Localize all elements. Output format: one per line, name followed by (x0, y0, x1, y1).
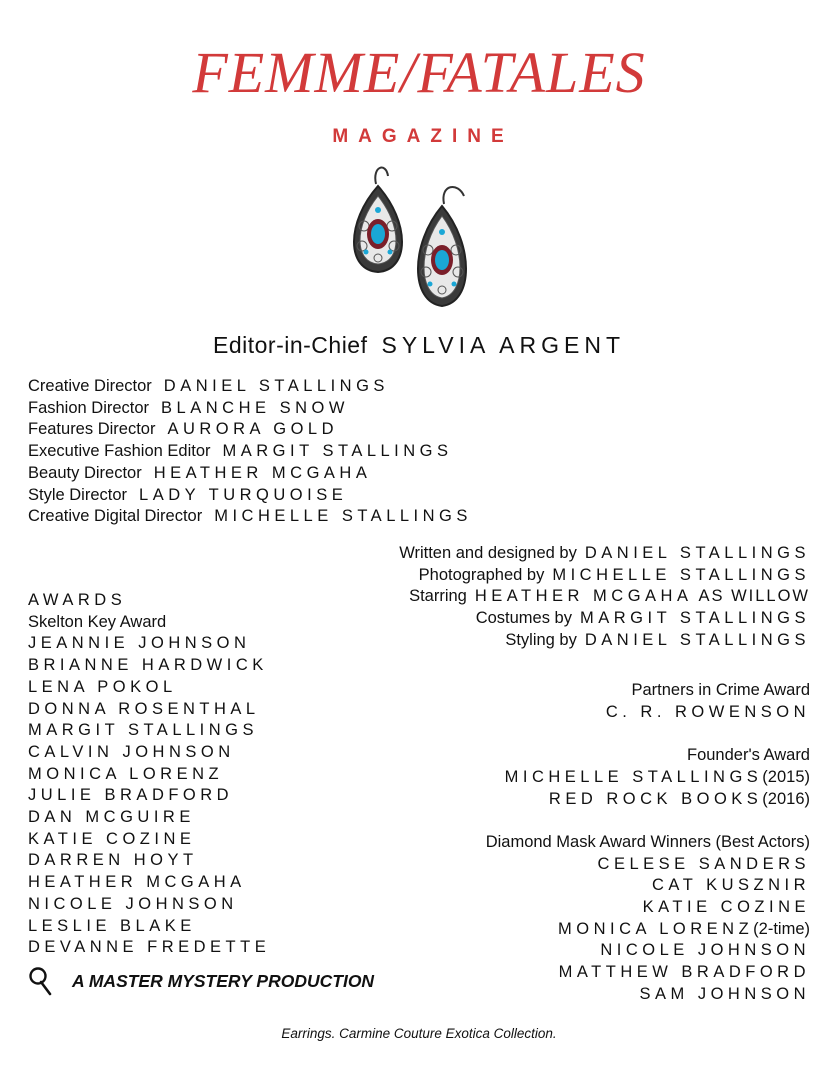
person-name: HEATHER MCGAHA (153, 463, 372, 482)
award-note: (2015) (762, 767, 810, 786)
award-note: (2016) (762, 789, 810, 808)
award-title: Partners in Crime Award (631, 681, 810, 699)
awards-section (28, 590, 270, 959)
right-awards-column (486, 680, 810, 1027)
list-item: LENA POKOL (28, 677, 177, 696)
credit-row (399, 543, 810, 565)
magazine-title: FEMME/FATALES (192, 40, 646, 105)
role-label: Style Director (28, 485, 128, 504)
diamond-mask-award (486, 832, 810, 1006)
person-name: MICHELLE STALLINGS (214, 507, 472, 526)
list-item: KATIE COZINE (642, 898, 810, 916)
list-item: CAT KUSZNIR (652, 876, 810, 895)
masthead-row (28, 376, 472, 398)
list-item: CELESE SANDERS (597, 854, 810, 873)
person-name: DANIEL STALLINGS (163, 377, 389, 395)
right-earring (418, 187, 466, 306)
image-caption: Earrings. Carmine Couture Exotica Collection. (281, 1026, 557, 1041)
credit-role: Starring (409, 587, 467, 606)
credit-role: Costumes by (475, 609, 572, 628)
list-item: HEATHER MCGAHA (28, 873, 246, 892)
masthead-row (28, 506, 472, 528)
award-name: MONICA LORENZ (558, 919, 754, 938)
production-label: A MASTER MYSTERY PRODUCTION (72, 970, 375, 991)
list-item (486, 789, 810, 811)
credit-name: HEATHER MCGAHA (474, 587, 693, 606)
role-label: Creative Director (28, 377, 152, 395)
masthead-row (28, 441, 472, 463)
award-title: Diamond Mask Award Winners (Best Actors) (485, 832, 810, 851)
list-item: SAM JOHNSON (639, 984, 810, 1003)
person-name: AURORA GOLD (167, 420, 338, 439)
left-earring (354, 168, 402, 272)
role-label: Executive Fashion Editor (28, 442, 211, 461)
award-title: Founder's Award (686, 746, 810, 765)
list-item: DAN MCGUIRE (28, 808, 195, 827)
award-note: (2-time) (753, 919, 810, 938)
credit-name: DANIEL STALLINGS (584, 544, 810, 562)
credit-role: Written and designed by (399, 544, 577, 562)
founders-award (486, 745, 810, 810)
list-item: CALVIN JOHNSON (28, 742, 235, 761)
list-item: MATTHEW BRADFORD (558, 963, 810, 982)
list-item: NICOLE JOHNSON (600, 941, 810, 960)
role-label: Features Director (28, 420, 156, 439)
masthead-row (28, 398, 472, 420)
masthead-row (28, 463, 472, 485)
list-item: KATIE COZINE (28, 829, 196, 848)
magazine-subtitle: MAGAZINE (332, 126, 514, 147)
person-name: MARGIT STALLINGS (222, 442, 453, 461)
editor-in-chief (0, 332, 838, 359)
magnifier-icon (28, 966, 54, 996)
awards-heading: AWARDS (28, 591, 127, 609)
list-item: JULIE BRADFORD (28, 786, 234, 805)
credit-suffix: AS WILLOW (698, 587, 810, 606)
credit-row (399, 565, 810, 587)
masthead-row (28, 419, 472, 441)
credit-name: MARGIT STALLINGS (579, 609, 810, 628)
skelton-key-award-list (28, 633, 270, 959)
award-name: RED ROCK BOOKS (548, 789, 763, 808)
role-label: Creative Digital Director (28, 507, 203, 526)
person-name: LADY TURQUOISE (139, 485, 348, 504)
list-item: BRIANNE HARDWICK (28, 656, 268, 675)
list-item: DONNA ROSENTHAL (28, 699, 260, 718)
list-item: LESLIE BLAKE (28, 916, 196, 935)
masthead-row (28, 485, 472, 507)
editor-in-chief-role: Editor-in-Chief (212, 332, 368, 358)
list-item: MARGIT STALLINGS (28, 721, 259, 740)
credit-role: Styling by (505, 630, 577, 649)
credit-name: MICHELLE STALLINGS (552, 565, 810, 584)
list-item: DARREN HOYT (28, 851, 198, 870)
masthead-list (28, 376, 472, 528)
award-name: MICHELLE STALLINGS (504, 767, 763, 786)
production-credits (399, 543, 810, 652)
list-item: NICOLE JOHNSON (28, 894, 238, 913)
production-credit (28, 966, 374, 996)
list-item: DEVANNE FREDETTE (28, 938, 271, 957)
editor-in-chief-name: SYLVIA ARGENT (381, 332, 626, 358)
role-label: Beauty Director (28, 463, 142, 482)
credit-role: Photographed by (418, 565, 545, 584)
list-item: C. R. ROWENSON (605, 702, 810, 721)
list-item (486, 919, 810, 941)
credit-name: DANIEL STALLINGS (584, 630, 810, 649)
list-item (486, 767, 810, 789)
credit-row (399, 586, 810, 608)
credit-row (399, 630, 810, 652)
partners-in-crime-award (486, 680, 810, 723)
earrings-image (338, 162, 488, 317)
credit-row (399, 608, 810, 630)
list-item: MONICA LORENZ (28, 764, 224, 783)
list-item: JEANNIE JOHNSON (28, 634, 251, 653)
person-name: BLANCHE SNOW (161, 398, 349, 417)
skelton-key-award-title: Skelton Key Award (28, 612, 167, 631)
role-label: Fashion Director (28, 398, 150, 417)
